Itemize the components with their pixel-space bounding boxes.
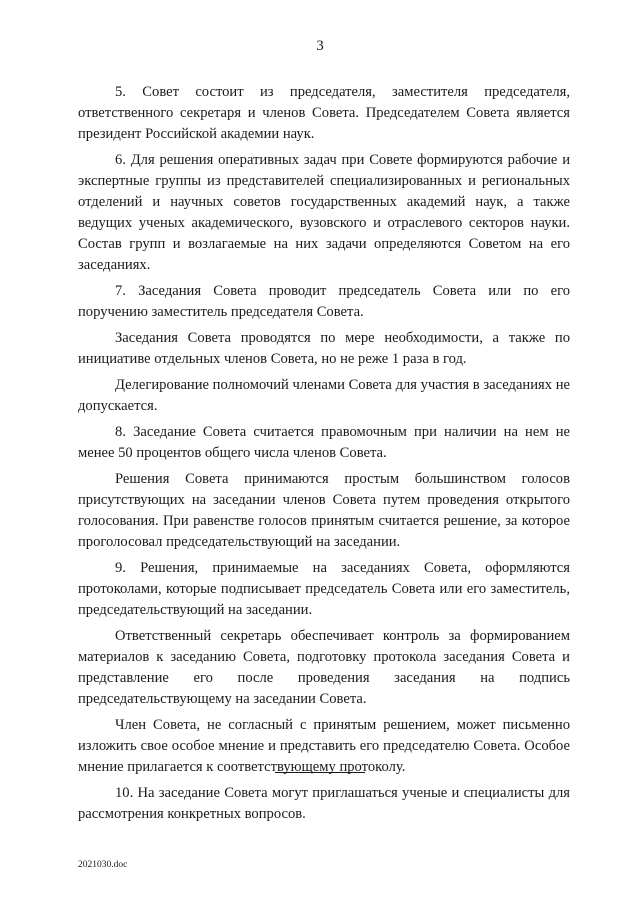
paragraph-9-dissent: Член Совета, не согласный с принятым решением, может письменно изложить свое особое мнение и представить его председателю Совета. Особое мнение прилагается к соответствующему протоколу.	[78, 717, 570, 775]
page-number: 3	[316, 38, 324, 54]
paragraph-7: 7. Заседания Совета проводит председатель Совета или по его поручению заместитель председателя Совета.	[78, 283, 570, 320]
paragraph-8-decisions: Решения Совета принимаются простым большинством голосов присутствующих на заседании членов Совета путем проведения открытого голосования. При равенстве голосов принятым считается решение, за которое проголосовал председательствующий на заседании.	[78, 471, 570, 550]
paragraph-9: 9. Решения, принимаемые на заседаниях Совета, оформляются протоколами, которые подписывает председатель Совета или его заместитель, председательствующий на заседании.	[78, 560, 570, 618]
document-body	[78, 82, 570, 830]
paragraph-5: 5. Совет состоит из председателя, заместителя председателя, ответственного секретаря и членов Совета. Председателем Совета является президент Российской академии наук.	[78, 84, 570, 142]
paragraph-8: 8. Заседание Совета считается правомочным при наличии на нем не менее 50 процентов общего числа членов Совета.	[78, 424, 570, 461]
paragraph-9-secretary: Ответственный секретарь обеспечивает контроль за формированием материалов к заседанию Совета, подготовку протокола заседания Совета и представление его после проведения заседания на подпись председательствующему на заседании Совета.	[78, 628, 570, 707]
paragraph-7-delegation: Делегирование полномочий членами Совета для участия в заседаниях не допускается.	[78, 377, 570, 414]
end-separator-line	[275, 772, 365, 773]
paragraph-10: 10. На заседание Совета могут приглашаться ученые и специалисты для рассмотрения конкретных вопросов.	[78, 785, 570, 822]
paragraph-7-meetings-frequency: Заседания Совета проводятся по мере необходимости, а также по инициативе отдельных членов Совета, но не реже 1 раза в год.	[78, 330, 570, 367]
paragraph-6: 6. Для решения оперативных задач при Совете формируются рабочие и экспертные группы из представителей специализированных и региональных отделений и научных советов государственных академий наук, а также ведущих ученых академического, вузовского и отраслевого секторов науки. Состав групп и возлагаемые на них задачи определяются Советом на его заседаниях.	[78, 152, 570, 273]
footer-filename: 2021030.doc	[78, 860, 128, 870]
